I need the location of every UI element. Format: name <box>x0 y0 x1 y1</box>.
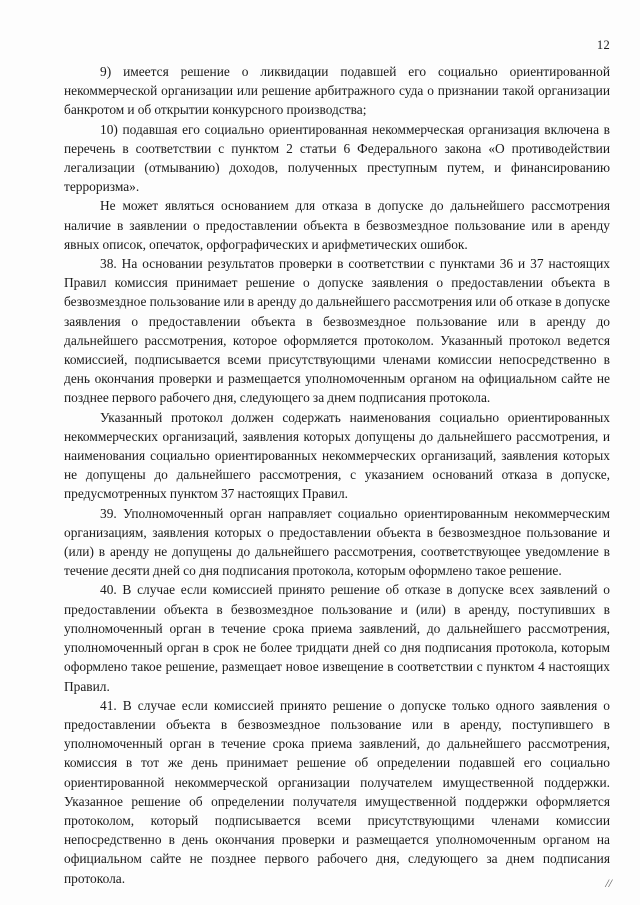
paragraph-protocol-contents: Указанный протокол должен содержать наименования социально ориентированных некоммерческих организаций, заявления которых допущены до дальнейшего рассмотрения, и наименования социально ориентированных некоммерческих организаций, заявления которых не допущены до дальнейшего рассмотрения, с указанием оснований отказа в допуске, предусмотренных пунктом 37 настоящих Правил. <box>64 409 610 502</box>
paragraph-item-9: 9) имеется решение о ликвидации подавшей его социально ориентированной некоммерческой организации или решение арбитражного суда о признании такой организации банкротом и об открытии конкурсного производства; <box>64 64 610 118</box>
document-body <box>64 62 610 888</box>
paragraph-41: 41. В случае если комиссией принято решение о допуске только одного заявления о предоставлении объекта в безвозмездное пользование или в аренду, поступившего в уполномоченный орган в течение срока приема заявлений, до дальнейшего рассмотрения, комиссия в тот же день принимает решение об определении подавшей его социально ориентированной некоммерческой организации получателем имущественной поддержки. Указанное решение об определении получателя имущественной поддержки оформляется протоколом, который подписывается всеми присутствующими членами комиссии непосредственно в день окончания проверки и размещается уполномоченным органом на официальном сайте не позднее первого рабочего дня, следующего за днем подписания протокола. <box>64 697 610 886</box>
paragraph-item-10: 10) подавшая его социально ориентированная некоммерческая организация включена в перечень в соответствии с пунктом 2 статьи 6 Федерального закона «О противодействии легализации (отмыванию) доходов, полученных преступным путем, и финансированию терроризма». <box>64 121 610 195</box>
paragraph-40: 40. В случае если комиссией принято решение об отказе в допуске всех заявлений о предоставлении объекта в безвозмездное пользование и (или) в аренду, поступивших в уполномоченный орган в течение срока приема заявлений, до дальнейшего рассмотрения, уполномоченный орган в срок не более тридцати дней со дня подписания протокола, которым оформлено такое решение, размещает новое извещение в соответствии с пунктом 4 настоящих Правил. <box>64 582 610 694</box>
corner-mark: // <box>605 876 612 890</box>
paragraph-39: 39. Уполномоченный орган направляет социально ориентированным некоммерческим организациям, заявления которых о предоставлении объекта в безвозмездное пользование и (или) в аренду не допущены до дальнейшего рассмотрения, соответствующее уведомление в течение десяти дней со дня подписания протокола, которым оформлено такое решение. <box>64 505 610 579</box>
page-number: 12 <box>596 38 610 52</box>
paragraph-38: 38. На основании результатов проверки в соответствии с пунктами 36 и 37 настоящих Правил комиссия принимает решение о допуске заявления о предоставлении объекта в безвозмездное пользование или в аренду до дальнейшего рассмотрения или об отказе в допуске заявления о предоставлении объекта в безвозмездное пользование или в аренду до дальнейшего рассмотрения, которое оформляется протоколом. Указанный протокол ведется комиссией, подписывается всеми присутствующими членами комиссии непосредственно в день окончания проверки и размещается уполномоченным органом на официальном сайте не позднее первого рабочего дня, следующего за днем подписания протокола. <box>64 256 610 406</box>
paragraph-no-refusal-basis: Не может являться основанием для отказа в допуске до дальнейшего рассмотрения наличие в заявлении о предоставлении объекта в безвозмездное пользование или в аренду явных описок, опечаток, орфографических и арифметических ошибок. <box>64 198 610 252</box>
